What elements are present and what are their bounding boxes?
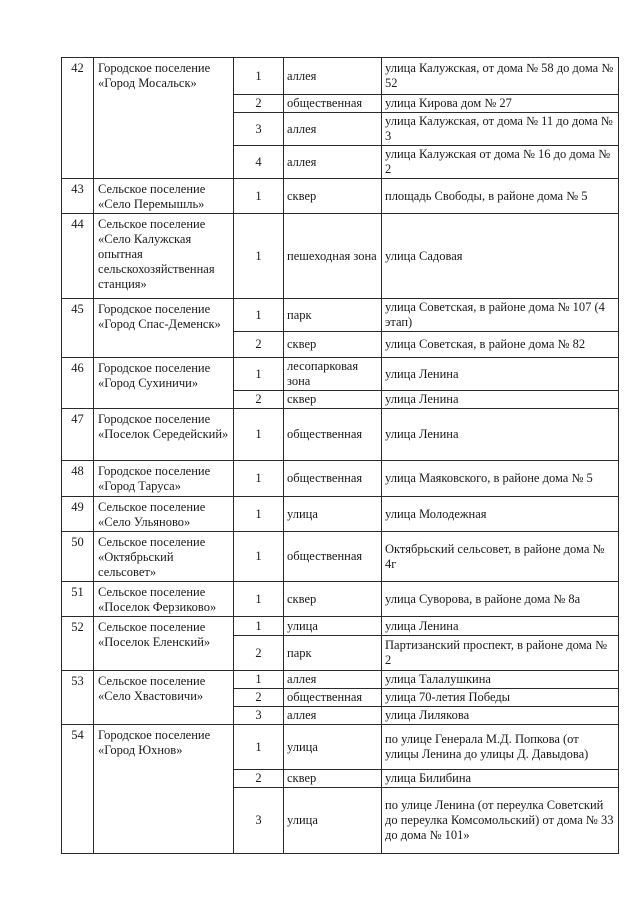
table-row xyxy=(62,671,619,689)
object-type: сквер xyxy=(284,770,382,788)
item-index: 4 xyxy=(234,146,284,179)
row-number: 43 xyxy=(62,179,94,214)
item-index: 1 xyxy=(234,58,284,95)
object-type: аллея xyxy=(284,58,382,95)
settlement-name: Городское поселение «Город Мосальск» xyxy=(94,58,234,179)
object-type: общественная xyxy=(284,532,382,582)
object-type: парк xyxy=(284,299,382,332)
row-number: 50 xyxy=(62,532,94,582)
object-type: улица xyxy=(284,725,382,770)
row-number: 46 xyxy=(62,358,94,409)
row-number: 42 xyxy=(62,58,94,179)
object-address: улица Талалушкина xyxy=(382,671,619,689)
item-index: 1 xyxy=(234,409,284,461)
item-index: 3 xyxy=(234,707,284,725)
settlement-name: Городское поселение «Город Сухиничи» xyxy=(94,358,234,409)
table-row xyxy=(62,299,619,332)
item-index: 3 xyxy=(234,788,284,854)
object-address: улица Ленина xyxy=(382,409,619,461)
object-address: улица Советская, в районе дома № 107 (4 этап) xyxy=(382,299,619,332)
object-type: общественная xyxy=(284,409,382,461)
item-index: 1 xyxy=(234,617,284,636)
object-type: общественная xyxy=(284,461,382,497)
item-index: 1 xyxy=(234,671,284,689)
item-index: 1 xyxy=(234,214,284,299)
item-index: 2 xyxy=(234,95,284,113)
object-address: улица Суворова, в районе дома № 8а xyxy=(382,582,619,617)
object-type: общественная xyxy=(284,95,382,113)
object-address: улица Советская, в районе дома № 82 xyxy=(382,332,619,358)
item-index: 2 xyxy=(234,636,284,671)
object-address: улица Ленина xyxy=(382,617,619,636)
table-row xyxy=(62,617,619,636)
object-address: по улице Генерала М.Д. Попкова (от улицы Ленина до улицы Д. Давыдова) xyxy=(382,725,619,770)
table-body xyxy=(62,58,619,854)
table-row xyxy=(62,532,619,582)
row-number: 49 xyxy=(62,497,94,532)
object-type: улица xyxy=(284,617,382,636)
row-number: 52 xyxy=(62,617,94,671)
item-index: 1 xyxy=(234,299,284,332)
object-type: сквер xyxy=(284,179,382,214)
object-address: улица Молодежная xyxy=(382,497,619,532)
table-row xyxy=(62,497,619,532)
object-address: улица Калужская от дома № 16 до дома № 2 xyxy=(382,146,619,179)
object-address: улица Садовая xyxy=(382,214,619,299)
item-index: 2 xyxy=(234,689,284,707)
object-type: улица xyxy=(284,497,382,532)
object-type: аллея xyxy=(284,671,382,689)
table-row xyxy=(62,214,619,299)
object-address: Партизанский проспект, в районе дома № 2 xyxy=(382,636,619,671)
settlement-name: Городское поселение «Город Спас-Деменск» xyxy=(94,299,234,358)
object-type: аллея xyxy=(284,113,382,146)
table-row xyxy=(62,725,619,770)
settlement-name: Сельское поселение «Поселок Ферзиково» xyxy=(94,582,234,617)
row-number: 44 xyxy=(62,214,94,299)
object-type: аллея xyxy=(284,146,382,179)
object-type: улица xyxy=(284,788,382,854)
settlement-name: Сельское поселение «Октябрьский сельсовет» xyxy=(94,532,234,582)
object-address: улица Билибина xyxy=(382,770,619,788)
item-index: 1 xyxy=(234,461,284,497)
item-index: 2 xyxy=(234,332,284,358)
table-row xyxy=(62,58,619,95)
object-address: по улице Ленина (от переулка Советский до переулка Комсомольский) от дома № 33 до дома № 101» xyxy=(382,788,619,854)
settlement-name: Городское поселение «Город Юхнов» xyxy=(94,725,234,854)
settlement-name: Сельское поселение «Поселок Еленский» xyxy=(94,617,234,671)
settlements-table xyxy=(61,57,619,854)
object-address: Октябрьский сельсовет, в районе дома № 4г xyxy=(382,532,619,582)
object-type: лесопарковая зона xyxy=(284,358,382,391)
table-row xyxy=(62,409,619,461)
object-address: улица Калужская, от дома № 58 до дома № 52 xyxy=(382,58,619,95)
object-address: улица Кирова дом № 27 xyxy=(382,95,619,113)
object-address: улица Ленина xyxy=(382,358,619,391)
table-row xyxy=(62,358,619,391)
object-address: улица Лилякова xyxy=(382,707,619,725)
item-index: 2 xyxy=(234,391,284,409)
table-row xyxy=(62,582,619,617)
item-index: 2 xyxy=(234,770,284,788)
object-address: площадь Свободы, в районе дома № 5 xyxy=(382,179,619,214)
table-row xyxy=(62,179,619,214)
row-number: 54 xyxy=(62,725,94,854)
row-number: 45 xyxy=(62,299,94,358)
object-address: улица 70-летия Победы xyxy=(382,689,619,707)
object-type: общественная xyxy=(284,689,382,707)
object-address: улица Маяковского, в районе дома № 5 xyxy=(382,461,619,497)
row-number: 48 xyxy=(62,461,94,497)
object-type: сквер xyxy=(284,391,382,409)
object-type: пешеходная зона xyxy=(284,214,382,299)
object-type: сквер xyxy=(284,332,382,358)
item-index: 1 xyxy=(234,179,284,214)
row-number: 51 xyxy=(62,582,94,617)
row-number: 47 xyxy=(62,409,94,461)
item-index: 3 xyxy=(234,113,284,146)
settlement-name: Сельское поселение «Село Ульяново» xyxy=(94,497,234,532)
settlement-name: Сельское поселение «Село Калужская опытная сельскохозяйственная станция» xyxy=(94,214,234,299)
object-address: улица Калужская, от дома № 11 до дома № 3 xyxy=(382,113,619,146)
item-index: 1 xyxy=(234,497,284,532)
settlement-name: Городское поселение «Поселок Середейский» xyxy=(94,409,234,461)
item-index: 1 xyxy=(234,725,284,770)
object-type: парк xyxy=(284,636,382,671)
table-row xyxy=(62,461,619,497)
object-type: аллея xyxy=(284,707,382,725)
item-index: 1 xyxy=(234,358,284,391)
object-type: сквер xyxy=(284,582,382,617)
row-number: 53 xyxy=(62,671,94,725)
item-index: 1 xyxy=(234,532,284,582)
object-address: улица Ленина xyxy=(382,391,619,409)
settlement-name: Городское поселение «Город Таруса» xyxy=(94,461,234,497)
settlement-name: Сельское поселение «Село Хвастовичи» xyxy=(94,671,234,725)
settlement-name: Сельское поселение «Село Перемышль» xyxy=(94,179,234,214)
item-index: 1 xyxy=(234,582,284,617)
